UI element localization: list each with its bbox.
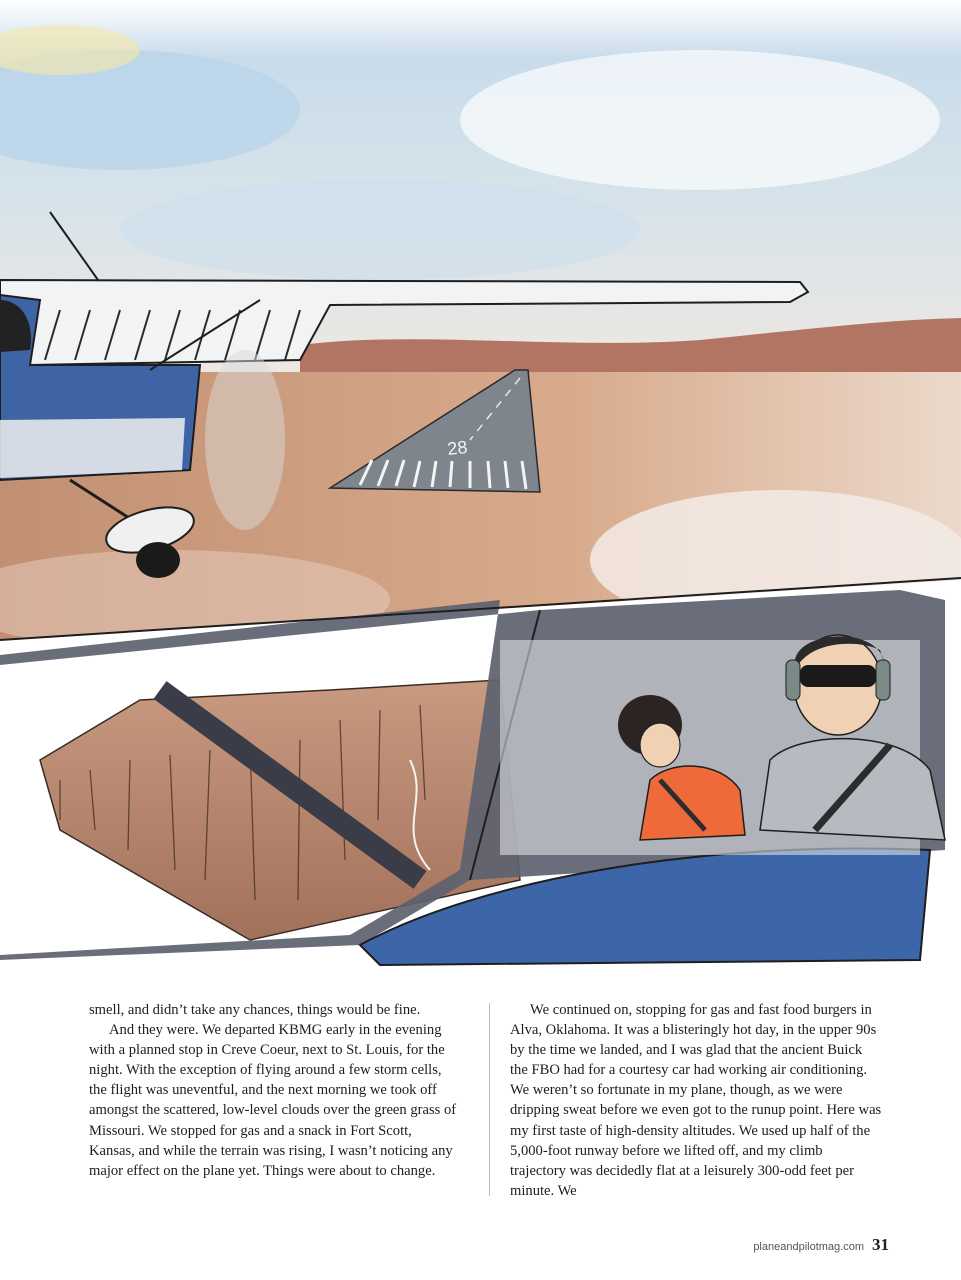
paragraph: We continued on, stopping for gas and fast food burgers in Alva, Oklahoma. It was a blisteringly hot day, in the upper 90s by the time we landed, and I was glad that the ancient Buick the FBO had for a courtesy car had working air conditioning. We weren’t so fortunate in my plane, though, as we were dripping sweat before we even got to the runup point. Here was my first taste of high-density altitudes. We used up half of the 5,000-foot runway before we lifted off, and my climb trajectory was decidedly flat at a leisurely 300-odd feet per minute. We [510,1002,882,1199]
site-url: planeandpilotmag.com [753,1241,864,1253]
article-column-left [89,1000,461,1181]
paragraph: And they were. We departed KBMG early in the evening with a planned stop in Creve Coeur, next to St. Louis, for the night. With the exception of flying around a few storm cells, the flight was uneventful, and the next morning we took off amongst the scattered, low-level clouds over the green grass of Missouri. We stopped for gas and a snack in Fort Scott, Kansas, and while the terrain was rising, I wasn’t noticing any major effect on the plane yet. Things were about to change. [89,1022,457,1179]
paragraph: smell, and didn’t take any chances, things would be fine. [89,1002,421,1018]
page-number: 31 [872,1235,889,1254]
column-divider [489,1003,490,1196]
article-column-right [510,1000,882,1201]
page-footer [753,1235,889,1255]
runway-number: 28 [446,436,469,459]
